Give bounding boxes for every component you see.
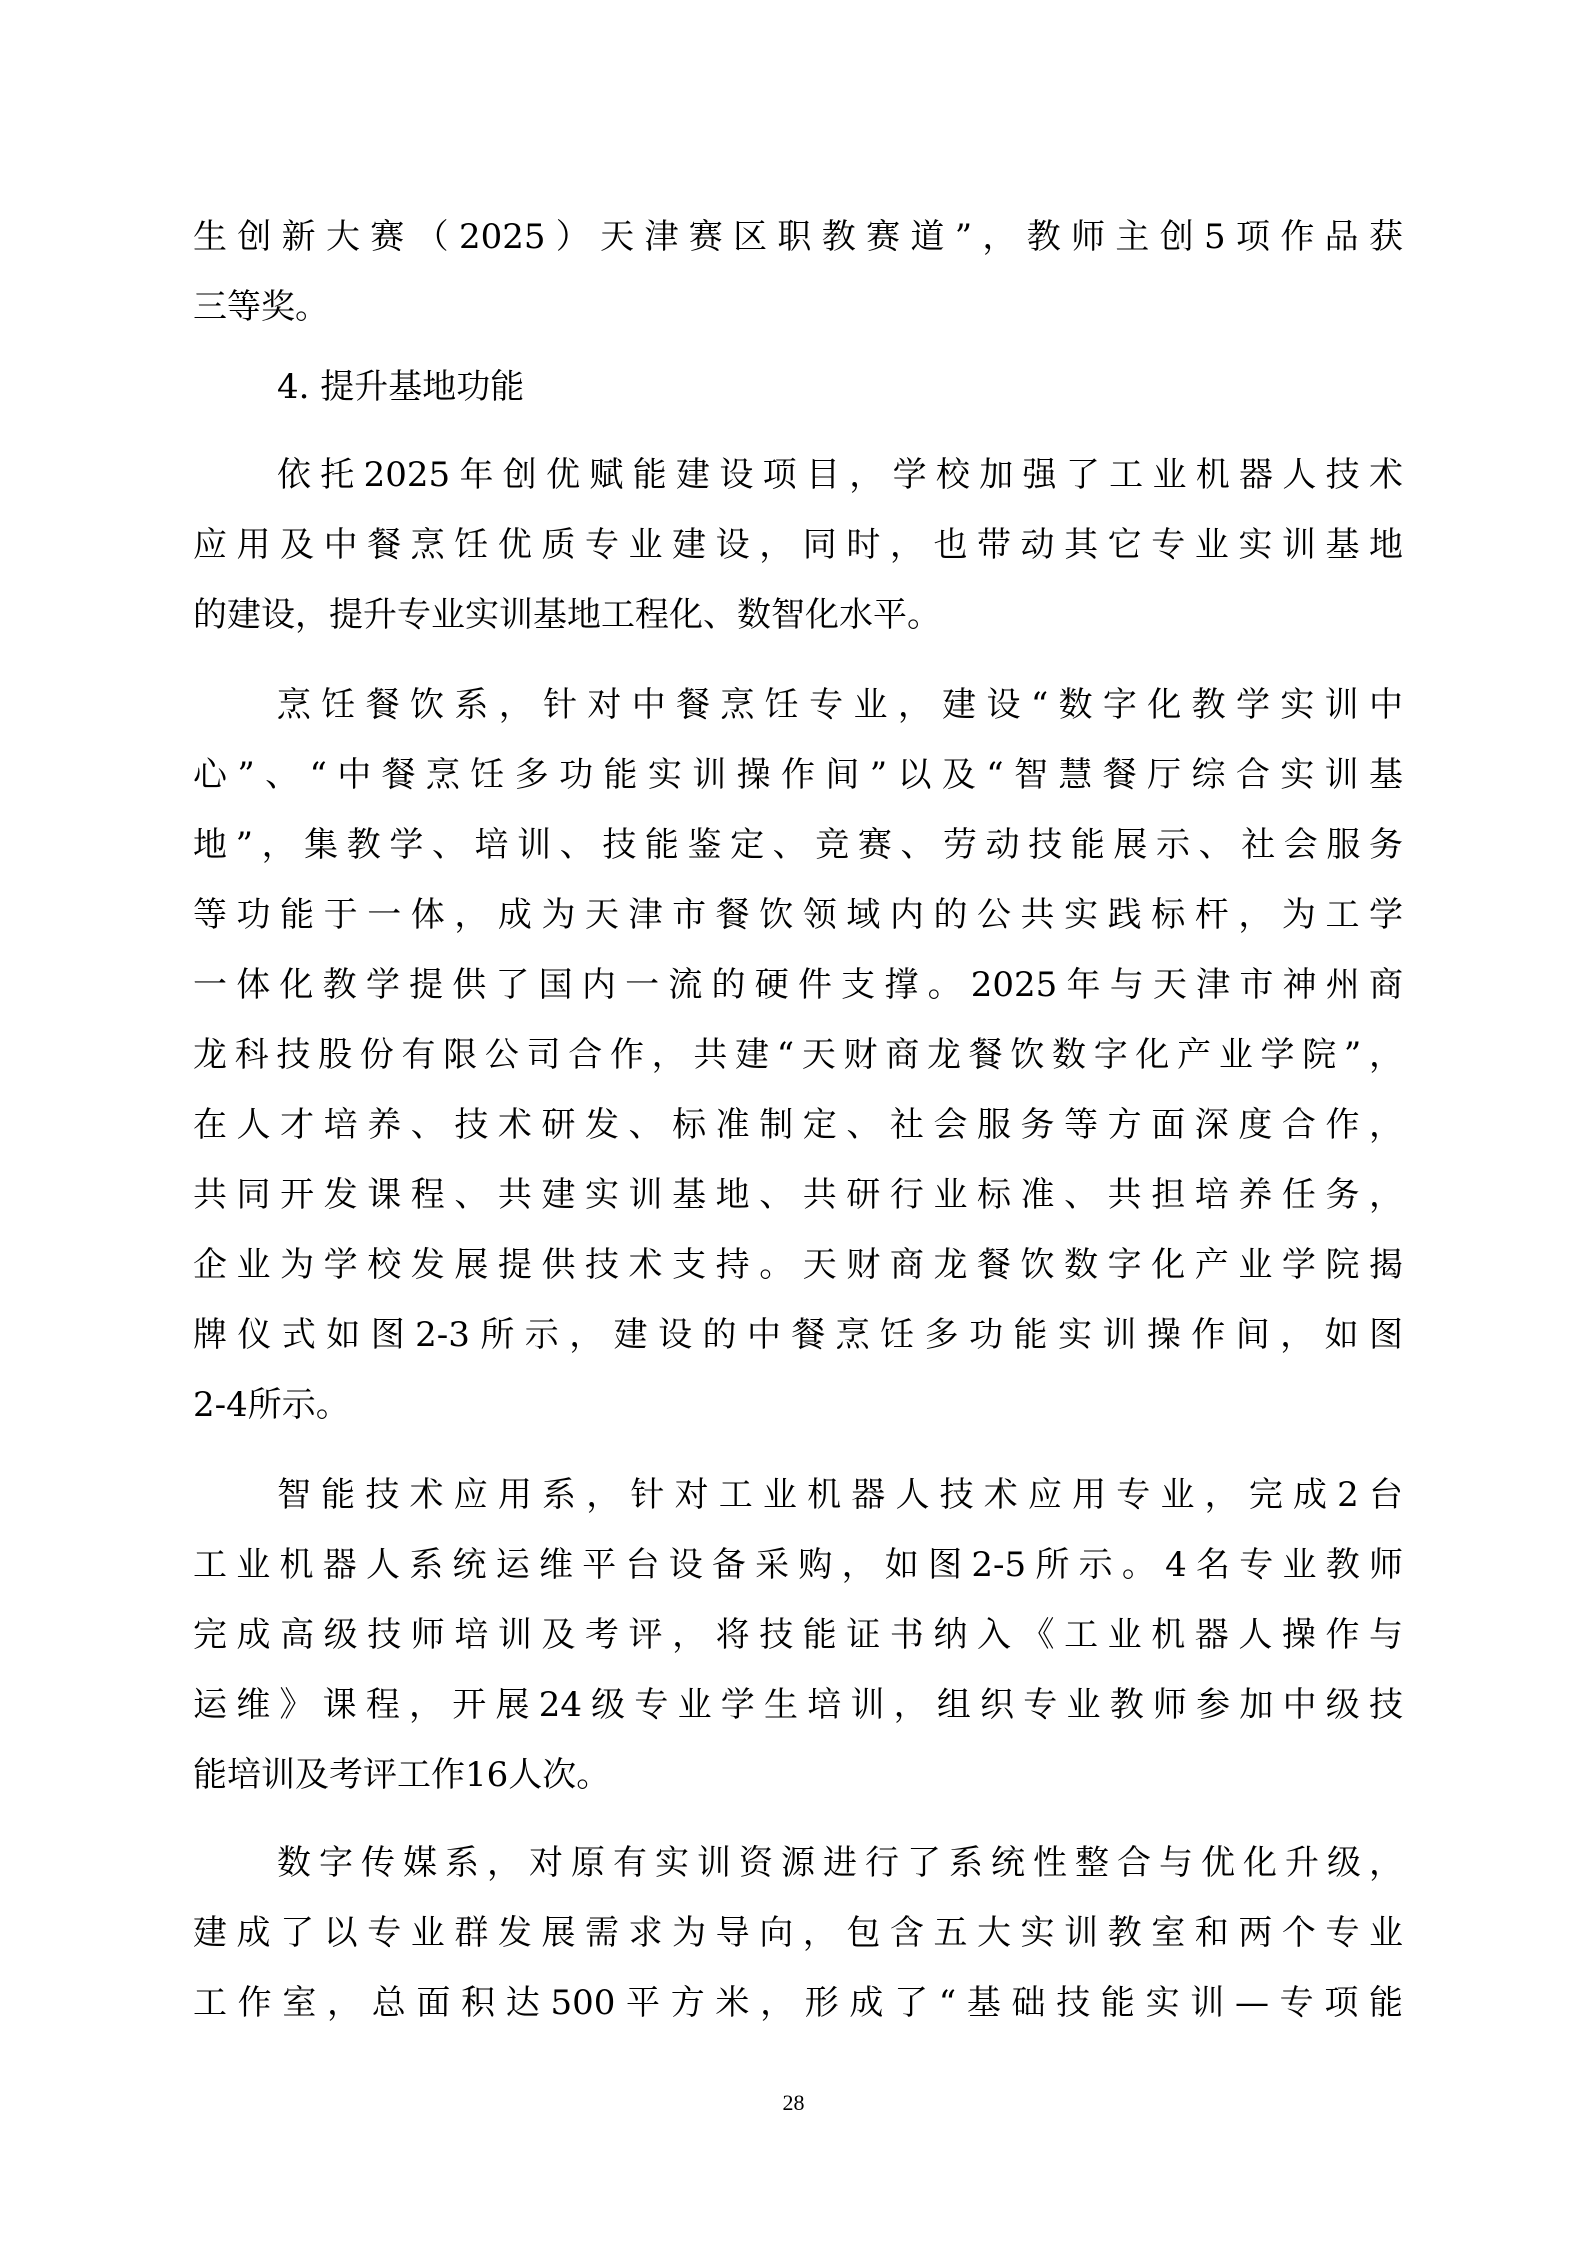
text-line: 完成高级技师培训及考评，将技能证书纳入《工业机器人操作与 [193, 1615, 1403, 1655]
text-line: 牌仪式如图2-3所示，建设的中餐烹饪多功能实训操作间，如图 [193, 1315, 1403, 1355]
text-line: 等功能于一体，成为天津市餐饮领域内的公共实践标杆，为工学 [193, 895, 1403, 935]
text-line: 烹饪餐饮系，针对中餐烹饪专业，建设“数字化教学实训中 [277, 685, 1403, 725]
text-line: 生创新大赛（2025）天津赛区职教赛道”，教师主创5项作品获 [193, 217, 1403, 257]
text-line: 在人才培养、技术研发、标准制定、社会服务等方面深度合作， [193, 1105, 1403, 1145]
page-number: 28 [782, 2090, 805, 2115]
text-line: 共同开发课程、共建实训基地、共研行业标准、共担培养任务， [193, 1175, 1403, 1215]
text-line: 工作室，总面积达500平方米，形成了“基础技能实训—专项能 [193, 1983, 1403, 2023]
text-line: 智能技术应用系，针对工业机器人技术应用专业，完成2台 [277, 1475, 1403, 1515]
text-line: 运维》课程，开展24级专业学生培训，组织专业教师参加中级技 [193, 1685, 1403, 1725]
text-line: 三等奖。 [193, 287, 329, 327]
text-line: 企业为学校发展提供技术支持。天财商龙餐饮数字化产业学院揭 [193, 1245, 1403, 1285]
text-line: 龙科技股份有限公司合作，共建“天财商龙餐饮数字化产业学院”， [193, 1035, 1403, 1075]
text-line: 应用及中餐烹饪优质专业建设，同时，也带动其它专业实训基地 [193, 525, 1403, 565]
text-line: 的建设，提升专业实训基地工程化、数智化水平。 [193, 595, 941, 635]
text-line: 一体化教学提供了国内一流的硬件支撑。2025年与天津市神州商 [193, 965, 1403, 1005]
text-line: 依托2025年创优赋能建设项目，学校加强了工业机器人技术 [277, 455, 1403, 495]
text-line: 心”、“中餐烹饪多功能实训操作间”以及“智慧餐厅综合实训基 [193, 755, 1403, 795]
text-line: 数字传媒系，对原有实训资源进行了系统性整合与优化升级， [277, 1843, 1403, 1883]
text-line: 建成了以专业群发展需求为导向，包含五大实训教室和两个专业 [193, 1913, 1403, 1953]
text-line: 能培训及考评工作16人次。 [193, 1755, 611, 1795]
section-heading: 4. 提升基地功能 [277, 367, 525, 407]
text-line: 工业机器人系统运维平台设备采购，如图2-5所示。4名专业教师 [193, 1545, 1403, 1585]
text-line: 2-4所示。 [193, 1385, 350, 1425]
text-line: 地”，集教学、培训、技能鉴定、竞赛、劳动技能展示、社会服务 [193, 825, 1403, 865]
